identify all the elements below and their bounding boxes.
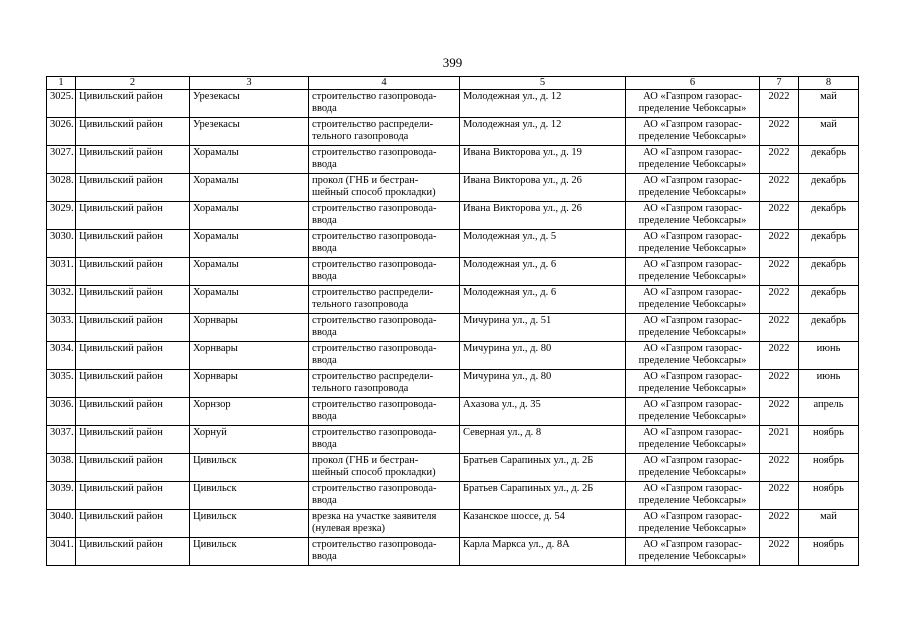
year-cell: 2022 xyxy=(760,398,799,426)
work-type-cell: строительство газопровода- ввода xyxy=(309,482,460,510)
table-row xyxy=(47,202,859,230)
table-row xyxy=(47,510,859,538)
month-cell: май xyxy=(799,118,859,146)
table-row xyxy=(47,370,859,398)
locality-cell: Цивильск xyxy=(190,454,309,482)
work-type-cell: прокол (ГНБ и бестран- шейный способ прокладки) xyxy=(309,454,460,482)
district-cell: Цивильский район xyxy=(76,230,190,258)
column-header: 3 xyxy=(190,77,309,90)
month-cell: ноябрь xyxy=(799,538,859,566)
table-row xyxy=(47,426,859,454)
year-cell: 2022 xyxy=(760,202,799,230)
month-cell: апрель xyxy=(799,398,859,426)
organization-cell: АО «Газпром газорас- пределение Чебоксары» xyxy=(626,118,760,146)
address-cell: Молодежная ул., д. 6 xyxy=(460,258,626,286)
locality-cell: Хорнзор xyxy=(190,398,309,426)
organization-cell: АО «Газпром газорас- пределение Чебоксары» xyxy=(626,174,760,202)
organization-cell: АО «Газпром газорас- пределение Чебоксары» xyxy=(626,538,760,566)
district-cell: Цивильский район xyxy=(76,174,190,202)
locality-cell: Цивильск xyxy=(190,482,309,510)
address-cell: Ивана Викторова ул., д. 26 xyxy=(460,174,626,202)
work-type-cell: строительство газопровода- ввода xyxy=(309,538,460,566)
locality-cell: Хорамалы xyxy=(190,202,309,230)
address-cell: Мичурина ул., д. 51 xyxy=(460,314,626,342)
table-row xyxy=(47,146,859,174)
locality-cell: Хорнвары xyxy=(190,314,309,342)
locality-cell: Хорамалы xyxy=(190,174,309,202)
locality-cell: Цивильск xyxy=(190,538,309,566)
row-number: 3040. xyxy=(47,510,76,538)
year-cell: 2022 xyxy=(760,538,799,566)
row-number: 3035. xyxy=(47,370,76,398)
row-number: 3031. xyxy=(47,258,76,286)
address-cell: Братьев Сарапиных ул., д. 2Б xyxy=(460,454,626,482)
organization-cell: АО «Газпром газорас- пределение Чебоксары» xyxy=(626,510,760,538)
table-row xyxy=(47,230,859,258)
organization-cell: АО «Газпром газорас- пределение Чебоксары» xyxy=(626,426,760,454)
work-type-cell: строительство газопровода- ввода xyxy=(309,342,460,370)
page-number: 399 xyxy=(442,55,463,70)
work-type-cell: строительство газопровода- ввода xyxy=(309,258,460,286)
organization-cell: АО «Газпром газорас- пределение Чебоксары» xyxy=(626,454,760,482)
month-cell: ноябрь xyxy=(799,426,859,454)
district-cell: Цивильский район xyxy=(76,90,190,118)
table-row xyxy=(47,90,859,118)
column-header: 6 xyxy=(626,77,760,90)
locality-cell: Хорнвары xyxy=(190,342,309,370)
work-type-cell: строительство газопровода- ввода xyxy=(309,314,460,342)
row-number: 3029. xyxy=(47,202,76,230)
row-number: 3030. xyxy=(47,230,76,258)
table-row xyxy=(47,538,859,566)
district-cell: Цивильский район xyxy=(76,118,190,146)
year-cell: 2022 xyxy=(760,146,799,174)
year-cell: 2022 xyxy=(760,454,799,482)
district-cell: Цивильский район xyxy=(76,398,190,426)
work-type-cell: строительство газопровода- ввода xyxy=(309,90,460,118)
year-cell: 2022 xyxy=(760,510,799,538)
year-cell: 2022 xyxy=(760,90,799,118)
district-cell: Цивильский район xyxy=(76,510,190,538)
year-cell: 2022 xyxy=(760,258,799,286)
month-cell: май xyxy=(799,90,859,118)
column-header: 1 xyxy=(47,77,76,90)
address-cell: Северная ул., д. 8 xyxy=(460,426,626,454)
row-number: 3026. xyxy=(47,118,76,146)
column-header: 2 xyxy=(76,77,190,90)
table-row xyxy=(47,398,859,426)
locality-cell: Хорамалы xyxy=(190,258,309,286)
row-number: 3036. xyxy=(47,398,76,426)
year-cell: 2022 xyxy=(760,314,799,342)
organization-cell: АО «Газпром газорас- пределение Чебоксары» xyxy=(626,230,760,258)
table-row xyxy=(47,118,859,146)
organization-cell: АО «Газпром газорас- пределение Чебоксары» xyxy=(626,314,760,342)
row-number: 3027. xyxy=(47,146,76,174)
work-type-cell: врезка на участке заявителя (нулевая врезка) xyxy=(309,510,460,538)
district-cell: Цивильский район xyxy=(76,482,190,510)
month-cell: декабрь xyxy=(799,230,859,258)
row-number: 3037. xyxy=(47,426,76,454)
locality-cell: Хорамалы xyxy=(190,230,309,258)
district-cell: Цивильский район xyxy=(76,314,190,342)
district-cell: Цивильский район xyxy=(76,342,190,370)
table-row xyxy=(47,454,859,482)
address-cell: Ахазова ул., д. 35 xyxy=(460,398,626,426)
column-header: 5 xyxy=(460,77,626,90)
locality-cell: Хорамалы xyxy=(190,286,309,314)
month-cell: май xyxy=(799,510,859,538)
work-type-cell: строительство распредели- тельного газопровода xyxy=(309,370,460,398)
district-cell: Цивильский район xyxy=(76,426,190,454)
district-cell: Цивильский район xyxy=(76,286,190,314)
district-cell: Цивильский район xyxy=(76,202,190,230)
row-number: 3033. xyxy=(47,314,76,342)
organization-cell: АО «Газпром газорас- пределение Чебоксары» xyxy=(626,286,760,314)
address-cell: Молодежная ул., д. 12 xyxy=(460,118,626,146)
year-cell: 2022 xyxy=(760,118,799,146)
district-cell: Цивильский район xyxy=(76,146,190,174)
district-cell: Цивильский район xyxy=(76,454,190,482)
organization-cell: АО «Газпром газорас- пределение Чебоксары» xyxy=(626,202,760,230)
data-table xyxy=(46,76,859,566)
column-header: 8 xyxy=(799,77,859,90)
address-cell: Казанское шоссе, д. 54 xyxy=(460,510,626,538)
organization-cell: АО «Газпром газорас- пределение Чебоксары» xyxy=(626,342,760,370)
table-row xyxy=(47,342,859,370)
address-cell: Молодежная ул., д. 12 xyxy=(460,90,626,118)
organization-cell: АО «Газпром газорас- пределение Чебоксары» xyxy=(626,90,760,118)
month-cell: декабрь xyxy=(799,202,859,230)
organization-cell: АО «Газпром газорас- пределение Чебоксары» xyxy=(626,146,760,174)
month-cell: ноябрь xyxy=(799,482,859,510)
work-type-cell: строительство газопровода- ввода xyxy=(309,146,460,174)
month-cell: декабрь xyxy=(799,258,859,286)
year-cell: 2022 xyxy=(760,174,799,202)
row-number: 3034. xyxy=(47,342,76,370)
table-row xyxy=(47,482,859,510)
organization-cell: АО «Газпром газорас- пределение Чебоксары» xyxy=(626,398,760,426)
work-type-cell: строительство распредели- тельного газопровода xyxy=(309,286,460,314)
table-row xyxy=(47,258,859,286)
work-type-cell: строительство газопровода- ввода xyxy=(309,426,460,454)
locality-cell: Хорнвары xyxy=(190,370,309,398)
address-cell: Мичурина ул., д. 80 xyxy=(460,370,626,398)
district-cell: Цивильский район xyxy=(76,538,190,566)
locality-cell: Хорнуй xyxy=(190,426,309,454)
year-cell: 2022 xyxy=(760,230,799,258)
district-cell: Цивильский район xyxy=(76,370,190,398)
month-cell: ноябрь xyxy=(799,454,859,482)
table-row xyxy=(47,314,859,342)
work-type-cell: прокол (ГНБ и бестран- шейный способ прокладки) xyxy=(309,174,460,202)
column-header: 7 xyxy=(760,77,799,90)
year-cell: 2022 xyxy=(760,370,799,398)
row-number: 3025. xyxy=(47,90,76,118)
row-number: 3028. xyxy=(47,174,76,202)
work-type-cell: строительство газопровода- ввода xyxy=(309,398,460,426)
row-number: 3039. xyxy=(47,482,76,510)
address-cell: Ивана Викторова ул., д. 19 xyxy=(460,146,626,174)
address-cell: Ивана Викторова ул., д. 26 xyxy=(460,202,626,230)
address-cell: Молодежная ул., д. 6 xyxy=(460,286,626,314)
year-cell: 2022 xyxy=(760,482,799,510)
address-cell: Карла Маркса ул., д. 8А xyxy=(460,538,626,566)
month-cell: декабрь xyxy=(799,314,859,342)
month-cell: декабрь xyxy=(799,174,859,202)
table-row xyxy=(47,174,859,202)
month-cell: декабрь xyxy=(799,146,859,174)
header-row xyxy=(47,77,859,90)
locality-cell: Урезекасы xyxy=(190,90,309,118)
month-cell: июнь xyxy=(799,370,859,398)
month-cell: декабрь xyxy=(799,286,859,314)
year-cell: 2021 xyxy=(760,426,799,454)
work-type-cell: строительство газопровода- ввода xyxy=(309,230,460,258)
row-number: 3038. xyxy=(47,454,76,482)
address-cell: Мичурина ул., д. 80 xyxy=(460,342,626,370)
row-number: 3032. xyxy=(47,286,76,314)
locality-cell: Урезекасы xyxy=(190,118,309,146)
address-cell: Молодежная ул., д. 5 xyxy=(460,230,626,258)
organization-cell: АО «Газпром газорас- пределение Чебоксары» xyxy=(626,258,760,286)
column-header: 4 xyxy=(309,77,460,90)
address-cell: Братьев Сарапиных ул., д. 2Б xyxy=(460,482,626,510)
locality-cell: Хорамалы xyxy=(190,146,309,174)
organization-cell: АО «Газпром газорас- пределение Чебоксары» xyxy=(626,482,760,510)
year-cell: 2022 xyxy=(760,342,799,370)
month-cell: июнь xyxy=(799,342,859,370)
row-number: 3041. xyxy=(47,538,76,566)
locality-cell: Цивильск xyxy=(190,510,309,538)
organization-cell: АО «Газпром газорас- пределение Чебоксары» xyxy=(626,370,760,398)
table-row xyxy=(47,286,859,314)
work-type-cell: строительство газопровода- ввода xyxy=(309,202,460,230)
year-cell: 2022 xyxy=(760,286,799,314)
district-cell: Цивильский район xyxy=(76,258,190,286)
work-type-cell: строительство распредели- тельного газопровода xyxy=(309,118,460,146)
